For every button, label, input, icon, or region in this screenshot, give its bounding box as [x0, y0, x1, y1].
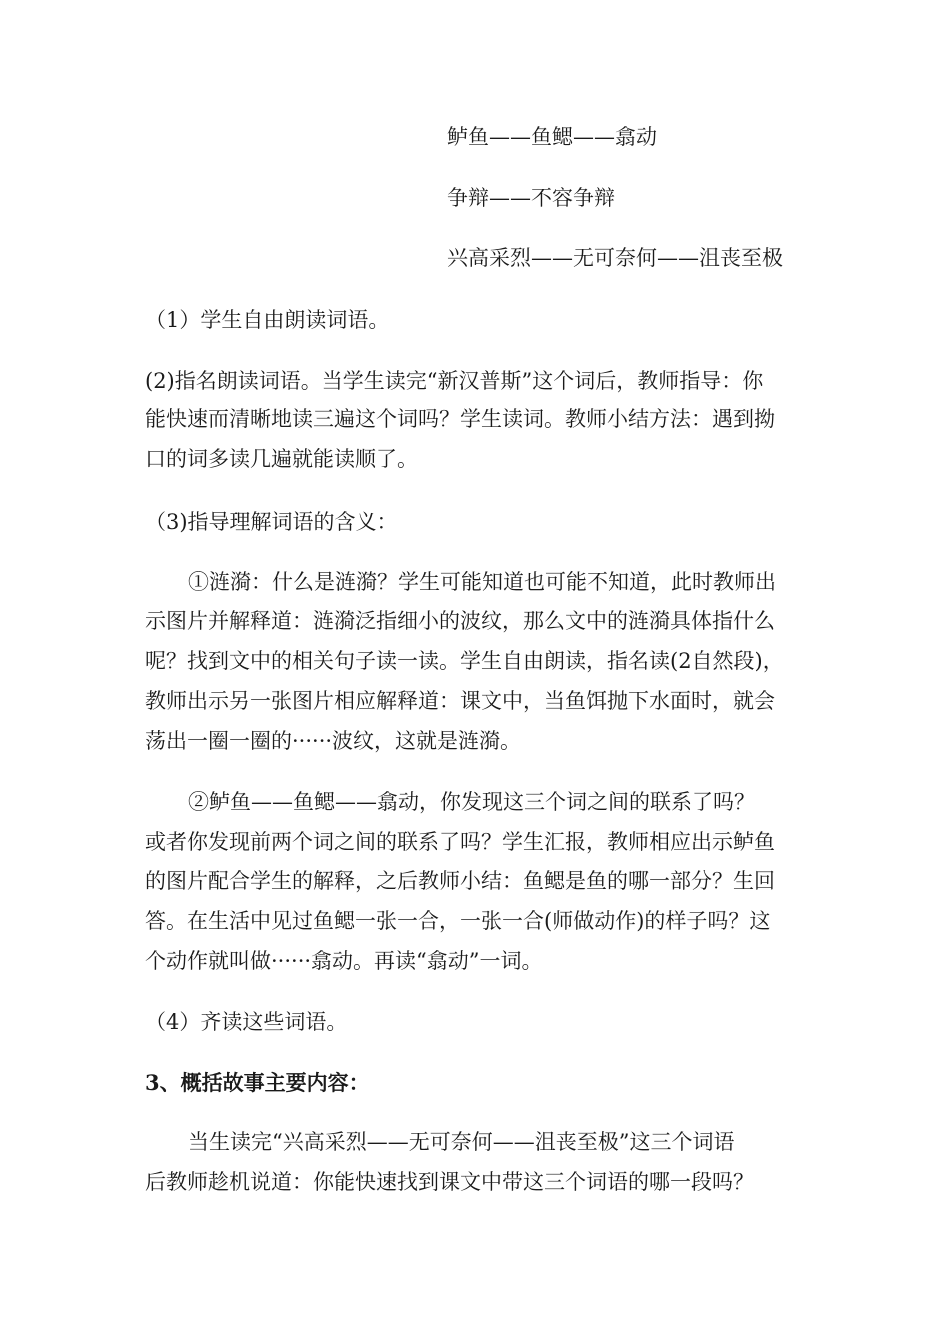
item-2-line-3: 的图片配合学生的解释，之后教师小结：鱼鳃是鱼的哪一部分？生回	[145, 869, 775, 893]
step-2-line-2: 能快速而清晰地读三遍这个词吗？学生读词。教师小结方法：遇到拗	[145, 407, 775, 431]
section-3-line-2: 后教师趁机说道：你能快速找到课文中带这三个词语的哪一段吗？	[145, 1170, 754, 1194]
item-1-line-3: 呢？找到文中的相关句子读一读。学生自由朗读，指名读(2自然段)，	[145, 649, 784, 673]
item-1-line-5: 荡出一圈一圈的······波纹，这就是涟漪。	[145, 729, 522, 753]
vocab-line-2: 争辩——不容争辩	[447, 186, 615, 210]
step-3-heading: （3)指导理解词语的含义：	[145, 510, 398, 534]
section-3-line-1: 当生读完“兴高采烈——无可奈何——沮丧至极”这三个词语	[188, 1130, 735, 1154]
step-1-text: （1）学生自由朗读词语。	[145, 308, 390, 332]
item-1-line-2: 示图片并解释道：涟漪泛指细小的波纹，那么文中的涟漪具体指什么	[145, 609, 775, 633]
vocab-line-1: 鲈鱼——鱼鳃——翕动	[447, 125, 657, 149]
item-2-line-5: 个动作就叫做······翕动。再读“翕动”一词。	[145, 949, 543, 973]
item-2-line-4: 答。在生活中见过鱼鳃一张一合，一张一合(师做动作)的样子吗？这	[145, 909, 771, 933]
step-2-line-1: (2)指名朗读词语。当学生读完“新汉普斯”这个词后，教师指导：你	[145, 369, 764, 393]
step-4-text: （4）齐读这些词语。	[145, 1010, 348, 1034]
vocab-line-3: 兴高采烈——无可奈何——沮丧至极	[447, 246, 783, 270]
step-2-line-3: 口的词多读几遍就能读顺了。	[145, 447, 418, 471]
item-2-line-2: 或者你发现前两个词之间的联系了吗？学生汇报，教师相应出示鲈鱼	[145, 830, 775, 854]
item-1-line-4: 教师出示另一张图片相应解释道：课文中，当鱼饵抛下水面时，就会	[145, 689, 775, 713]
section-3-heading: 3、概括故事主要内容：	[145, 1070, 370, 1095]
item-2-line-1: ②鲈鱼——鱼鳃——翕动，你发现这三个词之间的联系了吗？	[188, 790, 755, 814]
item-1-line-1: ①涟漪：什么是涟漪？学生可能知道也可能不知道，此时教师出	[188, 570, 776, 594]
